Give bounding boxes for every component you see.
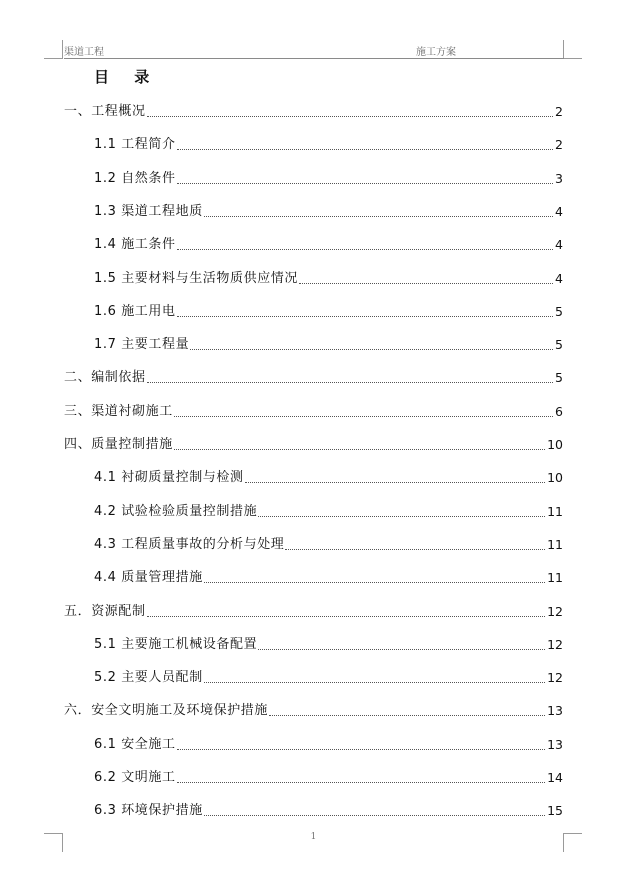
toc-dot-leader: [177, 748, 545, 750]
toc-entry-page: 5: [555, 304, 563, 319]
toc-entry-page: 11: [547, 504, 563, 519]
toc-dot-leader: [177, 248, 553, 250]
toc-entry[interactable]: [94, 500, 563, 520]
toc-dot-leader: [245, 481, 545, 483]
toc-entry-page: 12: [547, 604, 563, 619]
toc-entry-title: 4.1 衬砌质量控制与检测: [94, 470, 244, 485]
toc-entry-page: 2: [555, 137, 563, 152]
toc-entry-title: 4.4 质量管理措施: [94, 570, 203, 585]
toc-entry-page: 10: [547, 437, 563, 452]
toc-dot-leader: [147, 615, 545, 617]
header-right-text: 施工方案: [416, 47, 456, 58]
toc-dot-leader: [190, 348, 553, 350]
toc-dot-leader: [269, 714, 545, 716]
toc-entry-title: 6.1 安全施工: [94, 737, 176, 752]
toc-entry[interactable]: [64, 600, 563, 620]
toc-entry-page: 5: [555, 370, 563, 385]
toc-entry-title: 四、质量控制措施: [64, 437, 173, 452]
toc-dot-leader: [177, 781, 545, 783]
toc-entry-page: 4: [555, 237, 563, 252]
toc-entry[interactable]: [94, 799, 563, 819]
toc-dot-leader: [204, 814, 545, 816]
toc-entry-page: 3: [555, 171, 563, 186]
toc-entry[interactable]: [94, 333, 563, 353]
toc-dot-leader: [174, 415, 553, 417]
toc-entry-title: 4.3 工程质量事故的分析与处理: [94, 537, 285, 552]
toc-dot-leader: [258, 648, 545, 650]
toc-dot-leader: [177, 182, 553, 184]
toc-entry-title: 4.2 试验检验质量控制措施: [94, 504, 258, 519]
toc-entry[interactable]: [94, 766, 563, 786]
toc-entry-page: 11: [547, 570, 563, 585]
toc-entry-title: 1.7 主要工程量: [94, 337, 190, 352]
toc-dot-leader: [204, 215, 553, 217]
toc-entry-title: 五．资源配制: [64, 604, 146, 619]
page-header: [64, 42, 564, 59]
toc-entry[interactable]: [94, 533, 563, 553]
toc-dot-leader: [147, 381, 553, 383]
toc-dot-leader: [258, 515, 545, 517]
toc-entry-title: 1.4 施工条件: [94, 237, 176, 252]
toc-dot-leader: [204, 581, 545, 583]
toc-entry-title: 1.5 主要材料与生活物质供应情况: [94, 271, 299, 286]
toc-dot-leader: [285, 548, 545, 550]
toc-entry[interactable]: [94, 133, 563, 153]
toc-entry[interactable]: [94, 566, 563, 586]
toc-entry[interactable]: [94, 733, 563, 753]
toc-entry[interactable]: [64, 699, 563, 719]
toc-entry-page: 14: [547, 770, 563, 785]
toc-entry[interactable]: [94, 267, 563, 287]
crop-mark-top-left: [44, 40, 63, 59]
toc-entry-page: 6: [555, 404, 563, 419]
toc-entry-title: 一、工程概况: [64, 104, 146, 119]
toc-entry-title: 二、编制依据: [64, 370, 146, 385]
toc-entry-page: 13: [547, 703, 563, 718]
toc-dot-leader: [204, 681, 545, 683]
toc-dot-leader: [147, 115, 553, 117]
toc-dot-leader: [299, 282, 553, 284]
toc-entry[interactable]: [64, 400, 563, 420]
toc-entry[interactable]: [94, 633, 563, 653]
toc-entry[interactable]: [64, 433, 563, 453]
toc-entry[interactable]: [94, 200, 563, 220]
toc-entry-title: 1.1 工程简介: [94, 137, 176, 152]
crop-mark-top-right: [563, 40, 582, 59]
toc-entry-title: 5.2 主要人员配制: [94, 670, 203, 685]
toc-entry[interactable]: [94, 300, 563, 320]
toc-entry-title: 六．安全文明施工及环境保护措施: [64, 703, 269, 718]
toc-entry-page: 4: [555, 204, 563, 219]
toc-entry-title: 三、渠道衬砌施工: [64, 404, 173, 419]
toc-entry-page: 11: [547, 537, 563, 552]
header-left-text: 渠道工程: [64, 47, 104, 58]
toc-entry[interactable]: [64, 100, 563, 120]
toc-entry-page: 4: [555, 271, 563, 286]
toc-entry-title: 6.3 环境保护措施: [94, 803, 203, 818]
toc-entry-page: 5: [555, 337, 563, 352]
toc-dot-leader: [177, 148, 553, 150]
page-number: 1: [310, 832, 317, 842]
toc-entry-page: 12: [547, 670, 563, 685]
toc-entry-title: 1.6 施工用电: [94, 304, 176, 319]
toc-dot-leader: [177, 315, 553, 317]
toc-title: 目 录: [94, 68, 160, 86]
toc-entry[interactable]: [64, 366, 563, 386]
toc-entry[interactable]: [94, 666, 563, 686]
toc-entry-title: 1.2 自然条件: [94, 171, 176, 186]
toc-entry[interactable]: [94, 466, 563, 486]
toc-entry[interactable]: [94, 167, 563, 187]
toc-entry-title: 1.3 渠道工程地质: [94, 204, 203, 219]
toc-entry-page: 13: [547, 737, 563, 752]
toc-entry[interactable]: [94, 233, 563, 253]
toc-entry-page: 12: [547, 637, 563, 652]
toc-dot-leader: [174, 448, 545, 450]
toc-entry-page: 2: [555, 104, 563, 119]
toc-entry-title: 5.1 主要施工机械设备配置: [94, 637, 258, 652]
toc-entry-page: 10: [547, 470, 563, 485]
toc-entry-title: 6.2 文明施工: [94, 770, 176, 785]
toc-entry-page: 15: [547, 803, 563, 818]
